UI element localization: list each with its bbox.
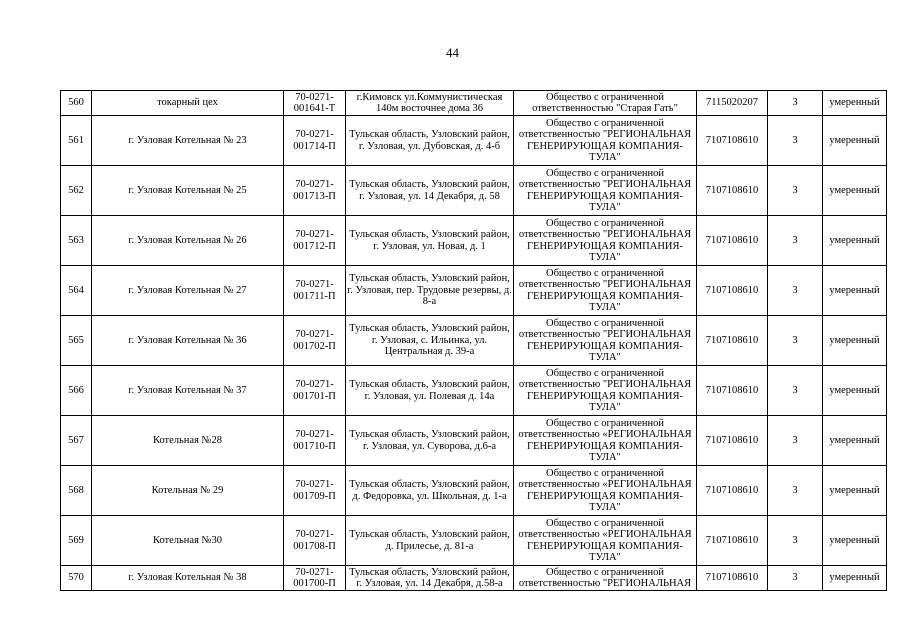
row-number: 560 — [61, 91, 92, 116]
registry-table — [60, 90, 887, 591]
object-name: Котельная №30 — [92, 516, 284, 566]
object-code: 70-0271-001708-П — [284, 516, 346, 566]
category: 3 — [768, 216, 823, 266]
table-row — [61, 466, 887, 516]
organization: Общество с ограниченной ответственностью "РЕГИОНАЛЬНАЯ ГЕНЕРИРУЮЩАЯ КОМПАНИЯ-ТУЛА" — [514, 366, 697, 416]
row-number: 562 — [61, 166, 92, 216]
organization: Общество с ограниченной ответственностью "РЕГИОНАЛЬНАЯ ГЕНЕРИРУЮЩАЯ КОМПАНИЯ-ТУЛА" — [514, 116, 697, 166]
object-address: Тульская область, Узловский район, г. Узловая, ул. 14 Декабря, д.58-а — [346, 566, 514, 591]
inn: 7107108610 — [697, 216, 768, 266]
object-code: 70-0271-001701-П — [284, 366, 346, 416]
risk-level: умеренный — [823, 266, 887, 316]
row-number: 569 — [61, 516, 92, 566]
object-name: г. Узловая Котельная № 23 — [92, 116, 284, 166]
category: 3 — [768, 316, 823, 366]
object-code: 70-0271-001714-П — [284, 116, 346, 166]
row-number: 570 — [61, 566, 92, 591]
organization: Общество с ограниченной ответственностью «РЕГИОНАЛЬНАЯ ГЕНЕРИРУЮЩАЯ КОМПАНИЯ-ТУЛА" — [514, 466, 697, 516]
inn: 7115020207 — [697, 91, 768, 116]
object-code: 70-0271-001710-П — [284, 416, 346, 466]
organization: Общество с ограниченной ответственностью «РЕГИОНАЛЬНАЯ ГЕНЕРИРУЮЩАЯ КОМПАНИЯ-ТУЛА" — [514, 516, 697, 566]
table-row — [61, 116, 887, 166]
row-number: 563 — [61, 216, 92, 266]
page-number: 44 — [446, 45, 459, 60]
risk-level: умеренный — [823, 91, 887, 116]
row-number: 561 — [61, 116, 92, 166]
object-address: Тульская область, Узловский район, г. Узловая, ул. 14 Декабря, д. 58 — [346, 166, 514, 216]
table-row — [61, 166, 887, 216]
row-number: 568 — [61, 466, 92, 516]
object-address: Тульская область, Узловский район, д. Федоровка, ул. Школьная, д. 1-а — [346, 466, 514, 516]
risk-level: умеренный — [823, 166, 887, 216]
inn: 7107108610 — [697, 416, 768, 466]
risk-level: умеренный — [823, 466, 887, 516]
object-name: г. Узловая Котельная № 37 — [92, 366, 284, 416]
table-row — [61, 91, 887, 116]
organization: Общество с ограниченной ответственностью "РЕГИОНАЛЬНАЯ ГЕНЕРИРУЮЩАЯ КОМПАНИЯ-ТУЛА" — [514, 266, 697, 316]
object-address: Тульская область, Узловский район, д. Прилесье, д. 81-а — [346, 516, 514, 566]
organization: Общество с ограниченной ответственностью "РЕГИОНАЛЬНАЯ ГЕНЕРИРУЮЩАЯ КОМПАНИЯ-ТУЛА" — [514, 216, 697, 266]
table-row — [61, 566, 887, 591]
object-code: 70-0271-001702-П — [284, 316, 346, 366]
object-name: г. Узловая Котельная № 36 — [92, 316, 284, 366]
object-address: Тульская область, Узловский район, г. Узловая, ул. Дубовская, д. 4-б — [346, 116, 514, 166]
table-row — [61, 316, 887, 366]
object-name: токарный цех — [92, 91, 284, 116]
organization: Общество с ограниченной ответственностью "РЕГИОНАЛЬНАЯ ГЕНЕРИРУЮЩАЯ КОМПАНИЯ-ТУЛА" — [514, 316, 697, 366]
object-code: 70-0271-001709-П — [284, 466, 346, 516]
risk-level: умеренный — [823, 216, 887, 266]
risk-level: умеренный — [823, 316, 887, 366]
object-name: г. Узловая Котельная № 26 — [92, 216, 284, 266]
object-name: г. Узловая Котельная № 27 — [92, 266, 284, 316]
table-row — [61, 516, 887, 566]
risk-level: умеренный — [823, 116, 887, 166]
inn: 7107108610 — [697, 266, 768, 316]
registry-table-body — [61, 91, 887, 591]
inn: 7107108610 — [697, 316, 768, 366]
category: 3 — [768, 116, 823, 166]
object-name: г. Узловая Котельная № 38 — [92, 566, 284, 591]
object-name: Котельная №28 — [92, 416, 284, 466]
table-row — [61, 216, 887, 266]
object-address: Тульская область, Узловский район, г. Узловая, ул. Суворова, д.6-а — [346, 416, 514, 466]
inn: 7107108610 — [697, 566, 768, 591]
inn: 7107108610 — [697, 366, 768, 416]
row-number: 565 — [61, 316, 92, 366]
object-code: 70-0271-001713-П — [284, 166, 346, 216]
category: 3 — [768, 166, 823, 216]
object-code: 70-0271-001700-П — [284, 566, 346, 591]
object-address: Тульская область, Узловский район, г. Узловая, ул. Новая, д. 1 — [346, 216, 514, 266]
risk-level: умеренный — [823, 566, 887, 591]
row-number: 567 — [61, 416, 92, 466]
table-row — [61, 416, 887, 466]
object-code: 70-0271-001712-П — [284, 216, 346, 266]
category: 3 — [768, 566, 823, 591]
object-address: Тульская область, Узловский район, г. Узловая, пер. Трудовые резервы, д. 8-а — [346, 266, 514, 316]
inn: 7107108610 — [697, 116, 768, 166]
object-name: г. Узловая Котельная № 25 — [92, 166, 284, 216]
category: 3 — [768, 516, 823, 566]
object-address: Тульская область, Узловский район, г. Узловая, с. Ильинка, ул. Центральная д. 39-а — [346, 316, 514, 366]
row-number: 566 — [61, 366, 92, 416]
category: 3 — [768, 91, 823, 116]
row-number: 564 — [61, 266, 92, 316]
risk-level: умеренный — [823, 366, 887, 416]
object-code: 70-0271-001641-Т — [284, 91, 346, 116]
object-code: 70-0271-001711-П — [284, 266, 346, 316]
organization: Общество с ограниченной ответственностью «РЕГИОНАЛЬНАЯ ГЕНЕРИРУЮЩАЯ КОМПАНИЯ-ТУЛА" — [514, 416, 697, 466]
object-address: Тульская область, Узловский район, г. Узловая, ул. Полевая д. 14а — [346, 366, 514, 416]
inn: 7107108610 — [697, 466, 768, 516]
table-row — [61, 266, 887, 316]
organization: Общество с ограниченной ответственностью "РЕГИОНАЛЬНАЯ ГЕНЕРИРУЮЩАЯ КОМПАНИЯ-ТУЛА" — [514, 166, 697, 216]
table-row — [61, 366, 887, 416]
organization: Общество с ограниченной ответственностью "Старая Гать" — [514, 91, 697, 116]
category: 3 — [768, 416, 823, 466]
risk-level: умеренный — [823, 416, 887, 466]
object-address: г.Кимовск ул.Коммунистическая 140м восточнее дома 36 — [346, 91, 514, 116]
inn: 7107108610 — [697, 166, 768, 216]
category: 3 — [768, 266, 823, 316]
category: 3 — [768, 466, 823, 516]
risk-level: умеренный — [823, 516, 887, 566]
object-name: Котельная № 29 — [92, 466, 284, 516]
organization: Общество с ограниченной ответственностью "РЕГИОНАЛЬНАЯ — [514, 566, 697, 591]
inn: 7107108610 — [697, 516, 768, 566]
category: 3 — [768, 366, 823, 416]
